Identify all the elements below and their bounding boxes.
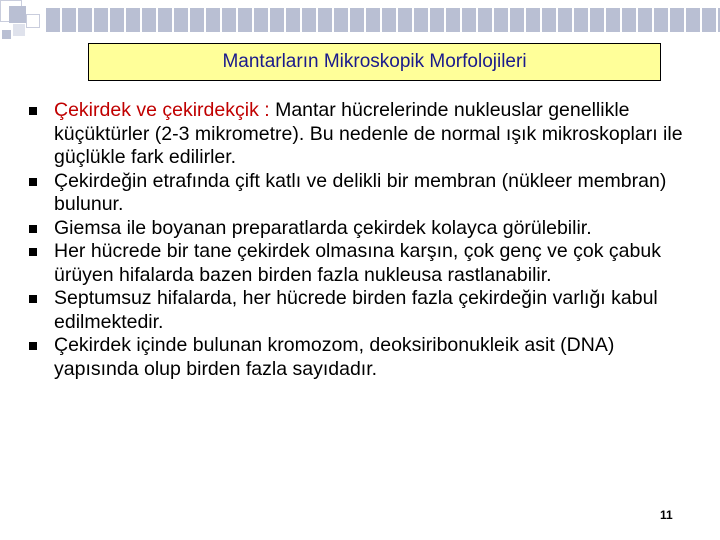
bullet-text: Her hücrede bir tane çekirdek olmasına karşın, çok genç ve çok çabuk ürüyen hifalarda bazen birden fazla nukleusa rastlanabilir. — [54, 240, 661, 286]
bullet-text: Mantar hücrelerinde nukleuslar genellikle küçüktürler (2-3 mikrometre). Bu nedenle de normal ışık mikroskopları ile güçlükle fark edilirler. — [54, 99, 683, 168]
deco-square — [26, 14, 40, 28]
bullet-text: Çekirdeğin etrafında çift katlı ve delikli bir membran (nükleer membran) bulunur. — [54, 169, 667, 215]
deco-square — [9, 6, 26, 23]
slide-title — [88, 43, 661, 81]
square-bullet-icon — [29, 248, 37, 256]
bullet-keyword: Çekirdek ve çekirdekçik : — [54, 99, 270, 121]
square-bullet-icon — [29, 107, 37, 115]
bullet-item — [26, 99, 701, 170]
bullet-list — [26, 99, 701, 381]
page-number: 11 — [660, 508, 673, 522]
bullet-item — [26, 334, 701, 381]
deco-square — [13, 24, 25, 36]
bullet-item — [26, 217, 701, 241]
deco-square — [2, 30, 11, 39]
bullet-text: Giemsa ile boyanan preparatlarda çekirdek kolayca görülebilir. — [54, 216, 592, 239]
square-bullet-icon — [29, 178, 37, 186]
bullet-item — [26, 240, 701, 287]
slide-title-text: Mantarların Mikroskopik Morfolojileri — [222, 51, 527, 72]
square-bullet-icon — [29, 225, 37, 233]
bullet-text: Septumsuz hifalarda, her hücrede birden fazla çekirdeğin varlığı kabul edilmektedir. — [54, 287, 658, 333]
square-bullet-icon — [29, 342, 37, 350]
square-bullet-icon — [29, 295, 37, 303]
bullet-item — [26, 287, 701, 334]
bullet-text: Çekirdek içinde bulunan kromozom, deoksiribonukleik asit (DNA) yapısında olup birden fazla sayıdadır. — [54, 334, 615, 380]
bullet-item — [26, 170, 701, 217]
header-stripe — [46, 8, 720, 32]
